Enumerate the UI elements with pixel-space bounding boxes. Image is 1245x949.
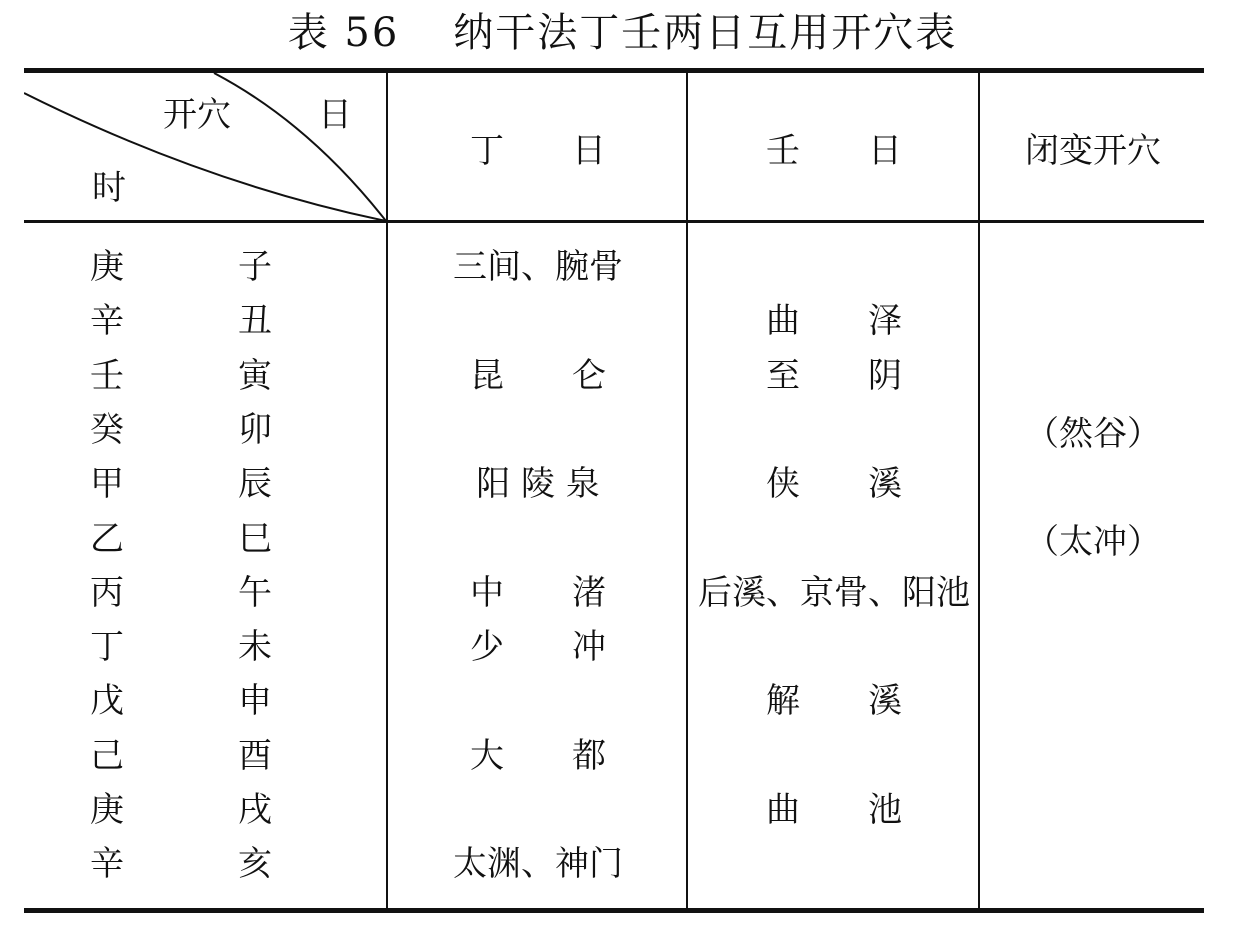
earthly-branch-cell: 寅	[238, 355, 272, 396]
table-row	[0, 783, 1245, 837]
closed-note: （太冲）	[1025, 522, 1161, 562]
heavenly-stem-cell: 辛	[90, 844, 124, 885]
heavenly-stem-cell: 乙	[90, 518, 124, 559]
heavenly-stem-cell: 庚	[90, 247, 124, 287]
ren-day-point-cell: 后溪、京骨、阳池	[698, 572, 970, 613]
ren-day-point-cell: 至 阴	[766, 355, 902, 396]
ding-day-point-cell: 阳 陵 泉	[476, 464, 600, 505]
table-row	[0, 729, 1245, 783]
table-row	[0, 620, 1245, 674]
ding-day-point-cell: 大 都	[470, 735, 606, 776]
earthly-branch-cell: 未	[238, 627, 272, 668]
heavenly-stem-cell: 辛	[90, 301, 124, 342]
earthly-branch-cell: 亥	[238, 844, 272, 885]
earthly-branch-cell: 卯	[238, 409, 272, 450]
ding-day-point-cell: 三间、腕骨	[453, 247, 623, 287]
table-number: 表 56	[287, 10, 400, 56]
column-header-closed-open: 闭变开穴	[1025, 131, 1161, 171]
bottom-rule	[24, 908, 1204, 913]
table-row	[0, 349, 1245, 403]
ren-day-point-cell: 解 溪	[766, 681, 902, 722]
ren-day-point-cell: 侠 溪	[766, 464, 902, 505]
ding-day-point-cell: 昆 仑	[470, 355, 606, 396]
column-header-ding-day: 丁 日	[470, 131, 606, 171]
ding-day-point-cell: 太渊、神门	[453, 844, 623, 885]
corner-open-label: 开穴	[163, 95, 231, 135]
ren-day-point-cell: 曲 泽	[766, 301, 902, 342]
table-row	[0, 240, 1245, 294]
table-row	[0, 674, 1245, 728]
closed-note: （然谷）	[1025, 414, 1161, 454]
table-row	[0, 837, 1245, 891]
ding-day-point-cell: 少 冲	[470, 627, 606, 668]
table-row	[0, 566, 1245, 620]
heavenly-stem-cell: 壬	[90, 355, 124, 396]
earthly-branch-cell: 申	[238, 681, 272, 722]
heavenly-stem-cell: 戊	[90, 681, 124, 722]
earthly-branch-cell: 巳	[238, 518, 272, 559]
table-row	[0, 457, 1245, 511]
heavenly-stem-cell: 己	[90, 735, 124, 776]
earthly-branch-cell: 午	[238, 572, 272, 613]
heavenly-stem-cell: 丙	[90, 572, 124, 613]
heavenly-stem-cell: 丁	[90, 627, 124, 668]
table-title-text: 纳干法丁壬两日互用开穴表	[453, 10, 958, 56]
earthly-branch-cell: 丑	[238, 301, 272, 342]
ding-day-point-cell: 中 渚	[470, 572, 606, 613]
heavenly-stem-cell: 癸	[90, 409, 124, 450]
corner-day-label: 日	[318, 95, 352, 135]
heavenly-stem-cell: 庚	[90, 790, 124, 830]
corner-time-label: 时	[92, 168, 126, 208]
table-row	[0, 294, 1245, 348]
table-title	[0, 8, 1245, 58]
column-header-ren-day: 壬 日	[766, 131, 902, 171]
earthly-branch-cell: 子	[238, 247, 272, 287]
heavenly-stem-cell: 甲	[90, 464, 124, 505]
earthly-branch-cell: 辰	[238, 464, 272, 505]
earthly-branch-cell: 戌	[238, 790, 272, 830]
ren-day-point-cell: 曲 池	[766, 790, 902, 830]
earthly-branch-cell: 酉	[238, 735, 272, 776]
